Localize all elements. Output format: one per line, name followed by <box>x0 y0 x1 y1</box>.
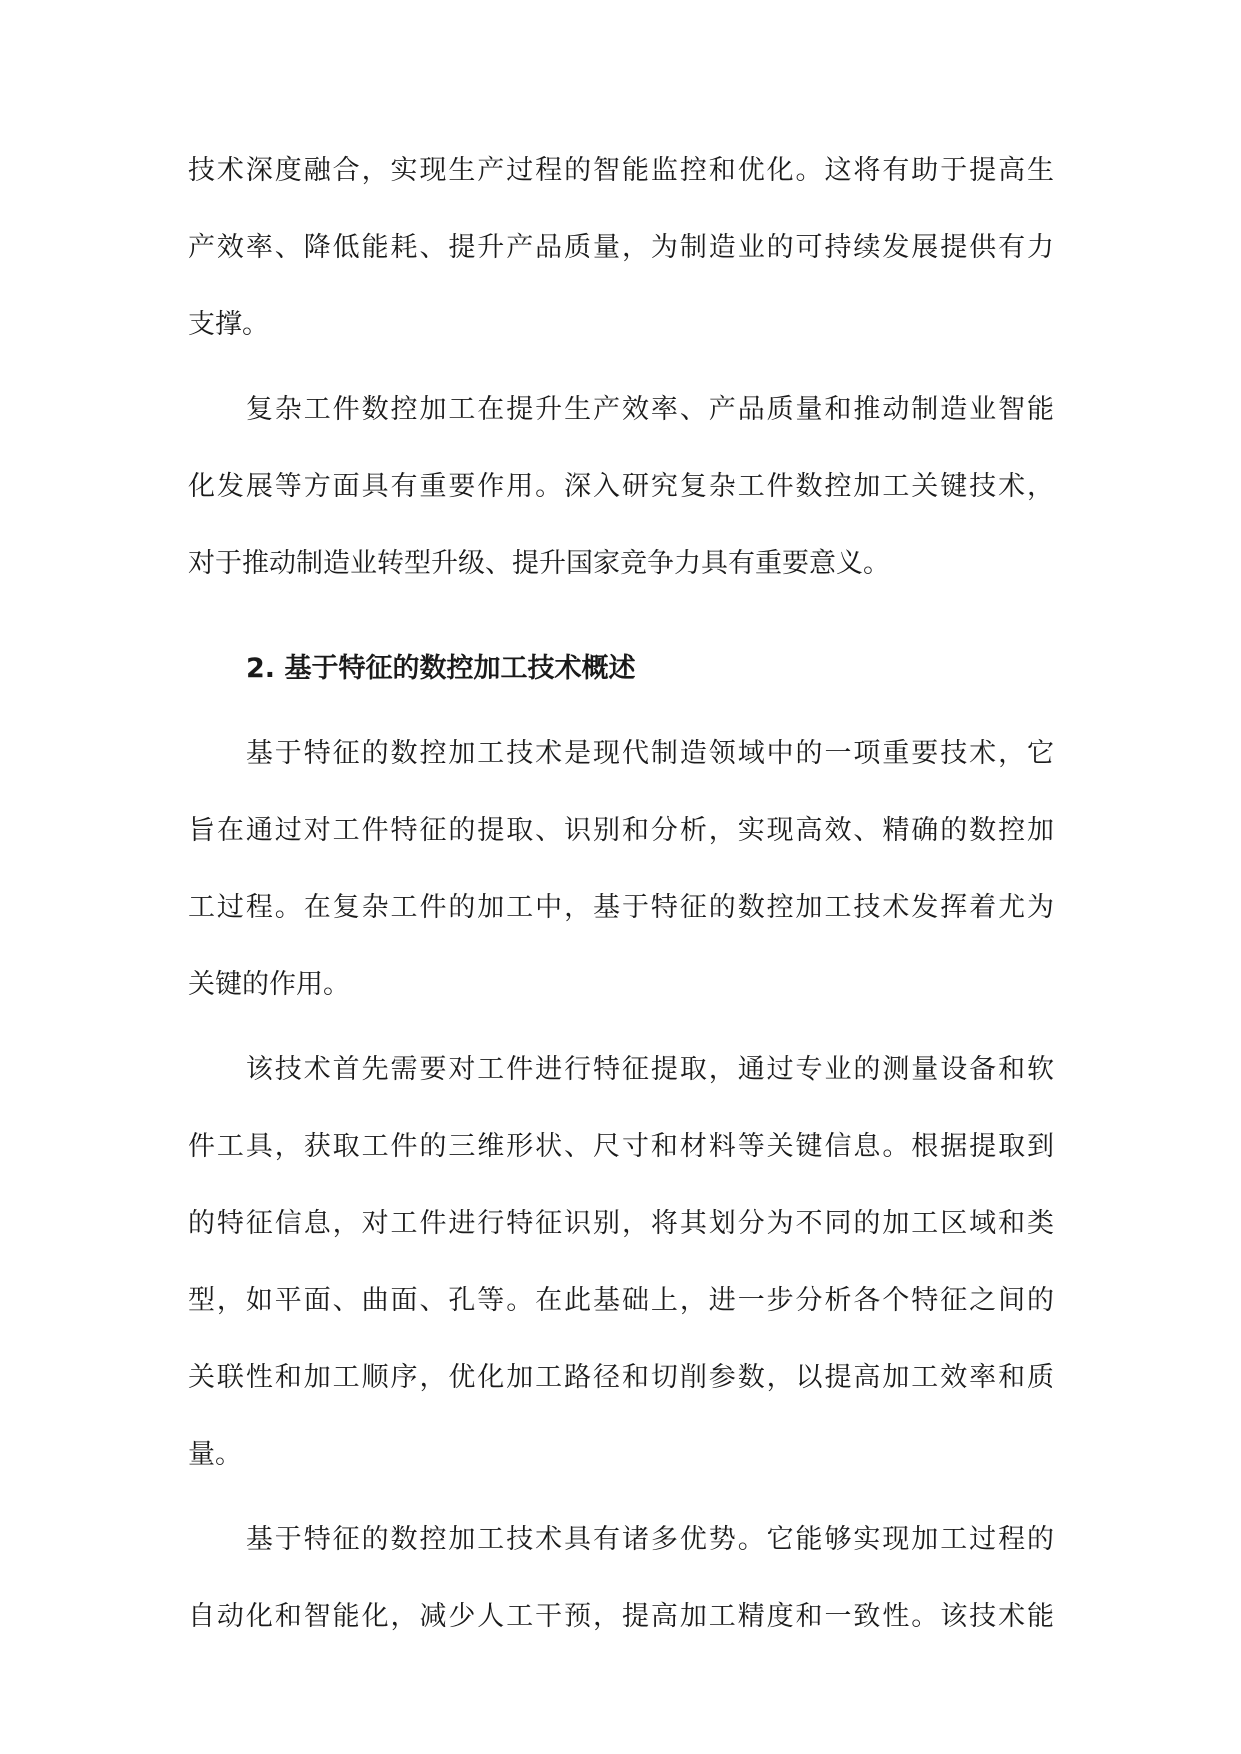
section-heading: 2. 基于特征的数控加工技术概述 <box>246 653 636 684</box>
text-line: 的特征信息，对工件进行特征识别，将其划分为不同的加工区域和类 <box>188 1208 1054 1239</box>
paragraph-3 <box>188 715 1054 1023</box>
text-line: 型，如平面、曲面、孔等。在此基础上，进一步分析各个特征之间的 <box>188 1285 1054 1316</box>
text-line: 旨在通过对工件特征的提取、识别和分析，实现高效、精确的数控加 <box>188 815 1054 846</box>
text-line: 产效率、降低能耗、提升产品质量，为制造业的可持续发展提供有力 <box>188 232 1054 263</box>
text-line: 化发展等方面具有重要作用。深入研究复杂工件数控加工关键技术， <box>188 471 1054 502</box>
text-line: 支撑。 <box>188 309 269 340</box>
text-line: 技术深度融合，实现生产过程的智能监控和优化。这将有助于提高生 <box>188 155 1054 186</box>
text-line: 该技术首先需要对工件进行特征提取，通过专业的测量设备和软 <box>188 1054 1054 1085</box>
text-line: 自动化和智能化，减少人工干预，提高加工精度和一致性。该技术能 <box>188 1601 1054 1632</box>
text-line: 基于特征的数控加工技术具有诸多优势。它能够实现加工过程的 <box>188 1524 1054 1555</box>
text-line: 关键的作用。 <box>188 969 350 1000</box>
text-line: 关联性和加工顺序，优化加工路径和切削参数，以提高加工效率和质 <box>188 1362 1054 1393</box>
document-page <box>188 132 1054 1663</box>
paragraph-1 <box>188 132 1054 363</box>
paragraph-4 <box>188 1031 1054 1493</box>
paragraph-2 <box>188 371 1054 602</box>
text-line: 工过程。在复杂工件的加工中，基于特征的数控加工技术发挥着尤为 <box>188 892 1054 923</box>
text-line: 基于特征的数控加工技术是现代制造领域中的一项重要技术，它 <box>188 738 1054 769</box>
text-line: 件工具，获取工件的三维形状、尺寸和材料等关键信息。根据提取到 <box>188 1131 1054 1162</box>
text-line: 对于推动制造业转型升级、提升国家竞争力具有重要意义。 <box>188 548 890 579</box>
text-line: 复杂工件数控加工在提升生产效率、产品质量和推动制造业智能 <box>188 394 1054 425</box>
paragraph-5 <box>188 1501 1054 1655</box>
text-line: 量。 <box>188 1439 242 1470</box>
